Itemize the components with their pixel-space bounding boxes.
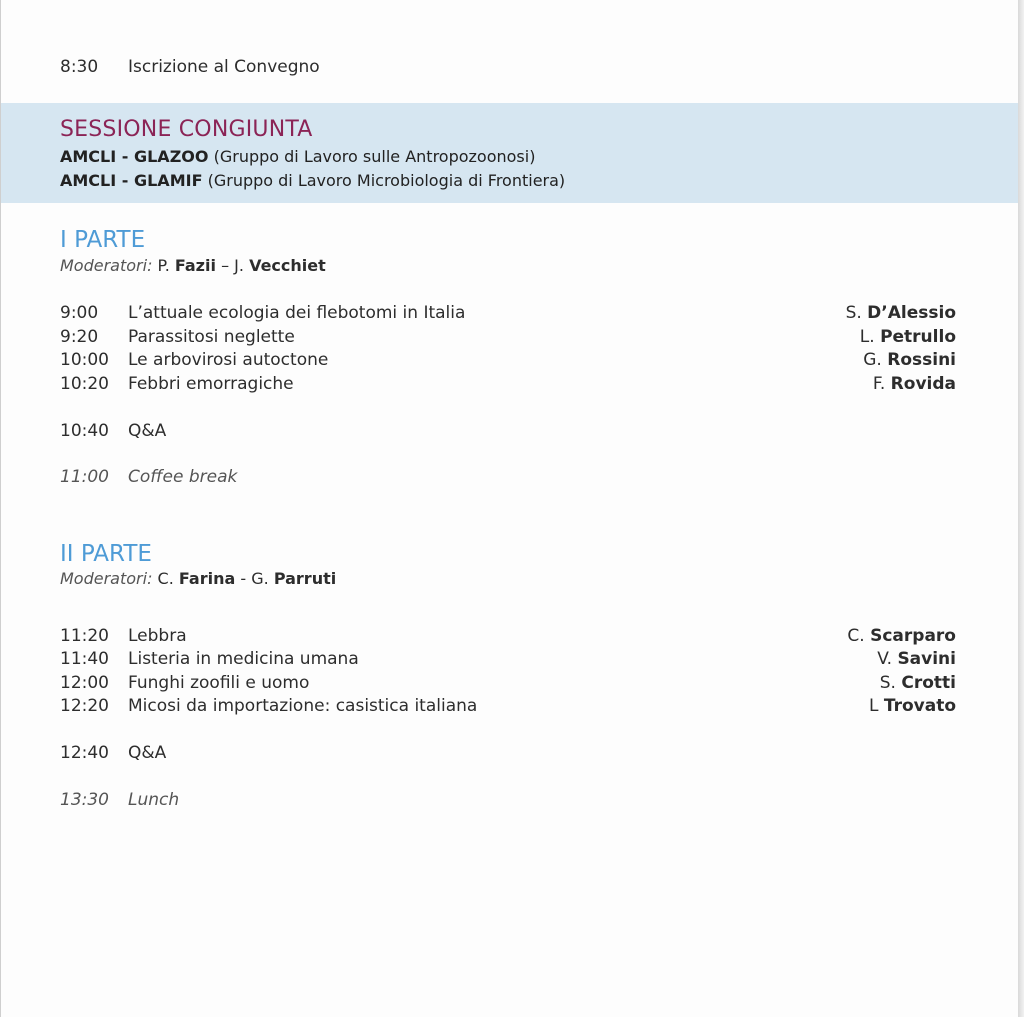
speaker-initial: L. <box>859 327 875 347</box>
talk-title: Parassitosi neglette <box>128 327 295 347</box>
talk-title: Micosi da importazione: casistica italiana <box>128 696 478 716</box>
talk-time: 9:20 <box>60 327 99 347</box>
talk-row <box>60 373 956 395</box>
speaker-initial: L <box>868 696 879 716</box>
moderator-separator: - <box>240 569 247 588</box>
talk-row <box>60 326 956 348</box>
talk-title: Le arbovirosi autoctone <box>128 350 329 370</box>
group-code: AMCLI - GLAMIF <box>60 171 203 190</box>
session-group-glazoo <box>60 147 535 167</box>
talk-speaker <box>873 373 956 395</box>
talk-speaker <box>846 302 956 324</box>
break-row <box>60 789 956 811</box>
talk-row <box>60 302 956 324</box>
talk-row <box>60 349 956 371</box>
moderators-label: Moderatori: <box>60 569 153 588</box>
talk-time: 10:20 <box>60 374 109 394</box>
registration-time: 8:30 <box>60 57 99 77</box>
moderator-initial: G. <box>251 569 269 588</box>
qa-row <box>60 420 956 442</box>
qa-title: Q&A <box>128 421 167 441</box>
moderator-initial: J. <box>234 256 244 275</box>
page-left-edge <box>0 0 1 1017</box>
talk-speaker <box>877 648 956 670</box>
part2-moderators <box>60 569 336 589</box>
break-time: 13:30 <box>60 790 109 810</box>
speaker-initial: C. <box>847 626 865 646</box>
speaker-initial: F. <box>872 374 886 394</box>
talk-speaker <box>869 695 956 717</box>
speaker-surname: D’Alessio <box>867 303 956 323</box>
speaker-surname: Savini <box>897 649 956 669</box>
speaker-initial: V. <box>877 649 893 669</box>
qa-time: 10:40 <box>60 421 109 441</box>
moderator-initial: P. <box>157 256 170 275</box>
part1-title: I PARTE <box>60 227 146 253</box>
speaker-surname: Petrullo <box>880 327 956 347</box>
talk-speaker <box>847 625 956 647</box>
talk-time: 12:20 <box>60 696 109 716</box>
group-desc: (Gruppo di Lavoro sulle Antropozoonosi) <box>213 147 536 166</box>
speaker-surname: Crotti <box>901 673 956 693</box>
talk-title: Funghi zoofili e uomo <box>128 673 310 693</box>
speaker-initial: S. <box>879 673 896 693</box>
group-desc: (Gruppo di Lavoro Microbiologia di Frontiera) <box>207 171 566 190</box>
speaker-surname: Scarparo <box>870 626 956 646</box>
talk-title: L’attuale ecologia dei flebotomi in Italia <box>128 303 466 323</box>
speaker-surname: Rossini <box>887 350 956 370</box>
talk-row <box>60 672 956 694</box>
talk-time: 11:40 <box>60 649 109 669</box>
moderator-separator: – <box>221 256 230 275</box>
talk-speaker <box>863 349 956 371</box>
part1-moderators <box>60 256 326 276</box>
talk-time: 12:00 <box>60 673 109 693</box>
page-right-edge <box>1018 0 1024 1017</box>
moderator-initial: C. <box>157 569 174 588</box>
part2-title: II PARTE <box>60 541 152 567</box>
talk-speaker <box>860 326 956 348</box>
registration-row <box>60 56 956 78</box>
speaker-initial: G. <box>863 350 882 370</box>
talk-speaker <box>880 672 956 694</box>
session-group-glamif <box>60 171 565 191</box>
moderator-surname: Parruti <box>273 569 337 588</box>
registration-title: Iscrizione al Convegno <box>128 57 320 77</box>
talk-title: Febbri emorragiche <box>128 374 294 394</box>
session-title: SESSIONE CONGIUNTA <box>60 117 313 142</box>
talk-row <box>60 648 956 670</box>
talk-row <box>60 695 956 717</box>
qa-title: Q&A <box>128 743 167 763</box>
group-code: AMCLI - GLAZOO <box>60 147 209 166</box>
moderator-surname: Fazii <box>174 256 216 275</box>
speaker-surname: Rovida <box>890 374 956 394</box>
break-time: 11:00 <box>60 467 109 487</box>
break-title: Coffee break <box>128 467 238 487</box>
break-row <box>60 466 956 488</box>
talk-time: 10:00 <box>60 350 109 370</box>
talk-title: Lebbra <box>128 626 187 646</box>
break-title: Lunch <box>128 790 180 810</box>
speaker-initial: S. <box>845 303 862 323</box>
talk-time: 9:00 <box>60 303 99 323</box>
moderators-label: Moderatori: <box>60 256 153 275</box>
talk-row <box>60 625 956 647</box>
talk-time: 11:20 <box>60 626 109 646</box>
talk-title: Listeria in medicina umana <box>128 649 359 669</box>
moderator-surname: Vecchiet <box>249 256 326 275</box>
qa-time: 12:40 <box>60 743 109 763</box>
speaker-surname: Trovato <box>883 696 956 716</box>
moderator-surname: Farina <box>178 569 236 588</box>
qa-row <box>60 742 956 764</box>
